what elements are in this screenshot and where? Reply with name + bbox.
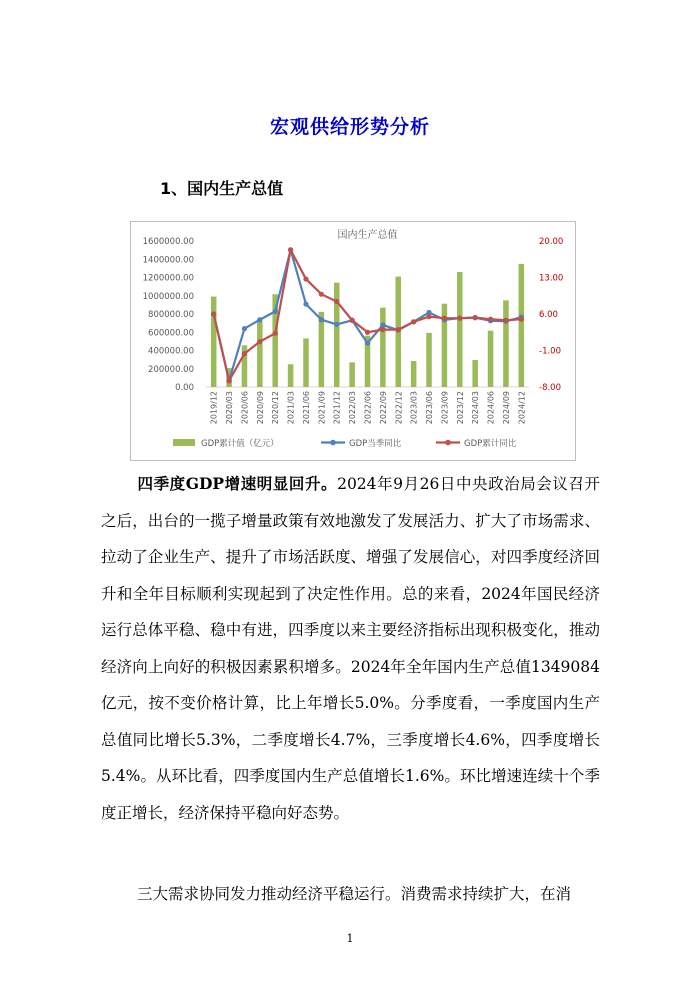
x-axis-tick-label: 2024/03 [471,391,481,425]
left-axis-tick-label: 1200000.00 [142,273,194,284]
point-gdp-quarterly-yoy [273,309,278,314]
left-axis-tick-label: 600000.00 [148,328,194,339]
left-axis-tick-label: 200000.00 [148,364,194,375]
bar-gdp-cumulative [349,362,355,387]
bar-gdp-cumulative [519,264,525,387]
legend-label: GDP当季同比 [349,439,402,449]
paragraph-1-lead: 四季度GDP增速明显回升。 [137,474,338,493]
point-gdp-quarterly-yoy [242,326,247,331]
point-gdp-cumulative-yoy [380,327,385,332]
x-axis-tick-label: 2022/03 [348,391,358,425]
left-axis-tick-label: 1400000.00 [142,255,194,266]
x-axis-tick-label: 2021/09 [317,391,327,425]
point-gdp-cumulative-yoy [473,315,478,320]
legend-swatch-gdp-cumulative [173,439,195,446]
point-gdp-cumulative-yoy [257,339,262,344]
point-gdp-cumulative-yoy [303,276,308,281]
point-gdp-cumulative-yoy [226,378,231,383]
x-axis-tick-label: 2022/09 [378,391,388,425]
paragraph-2 [101,876,600,913]
legend-label: GDP累计同比 [464,439,517,449]
point-gdp-cumulative-yoy [442,316,447,321]
point-gdp-quarterly-yoy [365,341,370,346]
point-gdp-cumulative-yoy [350,318,355,323]
chart-title: 国内生产总值 [337,230,398,241]
right-axis-tick-label: 6.00 [539,310,558,320]
x-axis-tick-label: 2024/06 [486,391,496,425]
left-axis-tick-label: 800000.00 [148,310,194,320]
right-axis-tick-label: 20.00 [539,237,564,247]
point-gdp-cumulative-yoy [457,316,462,321]
legend-marker-gdp-cumulative-yoy [445,440,451,446]
point-gdp-cumulative-yoy [365,330,370,335]
point-gdp-cumulative-yoy [288,247,293,252]
gdp-chart-svg [131,222,575,460]
bar-gdp-cumulative [303,338,309,387]
document-title: 宏观供给形势分析 [269,116,430,138]
left-axis-tick-label: 1000000.00 [142,291,194,302]
bar-gdp-cumulative [488,331,494,387]
point-gdp-cumulative-yoy [334,299,339,304]
x-axis-tick-label: 2021/06 [301,391,311,425]
point-gdp-cumulative-yoy [242,351,247,356]
left-axis-tick-label: 1600000.00 [142,237,194,247]
legend-marker-gdp-quarterly-yoy [330,440,336,446]
x-axis-tick-label: 2021/03 [286,391,296,425]
page-number: 1 [346,932,354,945]
x-axis-tick-label: 2024/09 [501,391,511,425]
bar-gdp-cumulative [380,308,386,387]
gdp-chart [130,221,576,461]
x-axis-tick-label: 2020/09 [255,391,265,425]
bar-gdp-cumulative [257,321,263,387]
x-axis-tick-label: 2021/12 [332,391,342,425]
bar-gdp-cumulative [503,300,509,387]
point-gdp-quarterly-yoy [380,322,385,327]
point-gdp-quarterly-yoy [303,301,308,306]
point-gdp-cumulative-yoy [519,317,524,322]
bar-gdp-cumulative [411,361,417,387]
bar-gdp-cumulative [211,297,217,387]
point-gdp-quarterly-yoy [334,322,339,327]
point-gdp-quarterly-yoy [319,317,324,322]
x-axis-tick-label: 2022/06 [363,391,373,425]
point-gdp-cumulative-yoy [211,311,216,316]
x-axis-tick-label: 2020/06 [240,391,250,425]
x-axis-tick-label: 2024/12 [517,391,527,425]
bar-gdp-cumulative [472,360,478,387]
paragraph-1-body: 2024年9月26日中央政治局会议召开之后，出台的一揽子增量政策有效地激发了发展活力、扩大了市场需求、拉动了企业生产、提升了市场活跃度、增强了发展信心，对四季度经济回升和全年目标顺利实现起到了决定性作用。总的来看，2024年国民经济运行总体平稳、稳中有进，四季度以来主要经济指标出现积极变化，推动经济向上向好的积极因素累积增多。2024年全年国内生产总值1349084亿元，按不变价格计算，比上年增长5.0%。分季度看，一季度国内生产总值同比增长5.3%，二季度增长4.7%，三季度增长4.6%，四季度增长5.4%。从环比看，四季度国内生产总值增长1.6%。环比增速连续十个季度正增长，经济保持平稳向好态势。 [101,475,600,822]
x-axis-tick-label: 2023/06 [425,391,435,425]
section-heading: 1、国内生产总值 [160,179,284,198]
point-gdp-cumulative-yoy [426,314,431,319]
x-axis-tick-label: 2023/09 [440,391,450,425]
point-gdp-cumulative-yoy [503,318,508,323]
point-gdp-cumulative-yoy [488,317,493,322]
bar-gdp-cumulative [319,312,325,387]
x-axis-tick-label: 2019/12 [209,391,219,425]
right-axis-tick-label: -1.00 [539,346,561,357]
x-axis-tick-label: 2020/03 [225,391,235,425]
point-gdp-cumulative-yoy [411,319,416,324]
point-gdp-cumulative-yoy [273,331,278,336]
right-axis-tick-label: -8.00 [539,383,561,393]
paragraph-2-text: 三大需求协同发力推动经济平稳运行。消费需求持续扩大，在消 [137,885,572,903]
point-gdp-cumulative-yoy [319,292,324,297]
bar-gdp-cumulative [288,364,294,387]
x-axis-tick-label: 2023/03 [409,391,419,425]
x-axis-tick-label: 2020/12 [271,391,281,425]
point-gdp-cumulative-yoy [396,327,401,332]
right-axis-tick-label: 13.00 [539,273,564,284]
left-axis-tick-label: 0.00 [175,383,194,393]
paragraph-1 [101,466,600,831]
bar-gdp-cumulative [426,333,432,387]
left-axis-tick-label: 400000.00 [148,346,194,357]
x-axis-tick-label: 2022/12 [394,391,404,425]
x-axis-tick-label: 2023/12 [455,391,465,425]
bar-gdp-cumulative [457,272,463,387]
bar-gdp-cumulative [334,283,340,387]
point-gdp-quarterly-yoy [257,317,262,322]
legend-label: GDP累计值（亿元） [201,439,279,449]
